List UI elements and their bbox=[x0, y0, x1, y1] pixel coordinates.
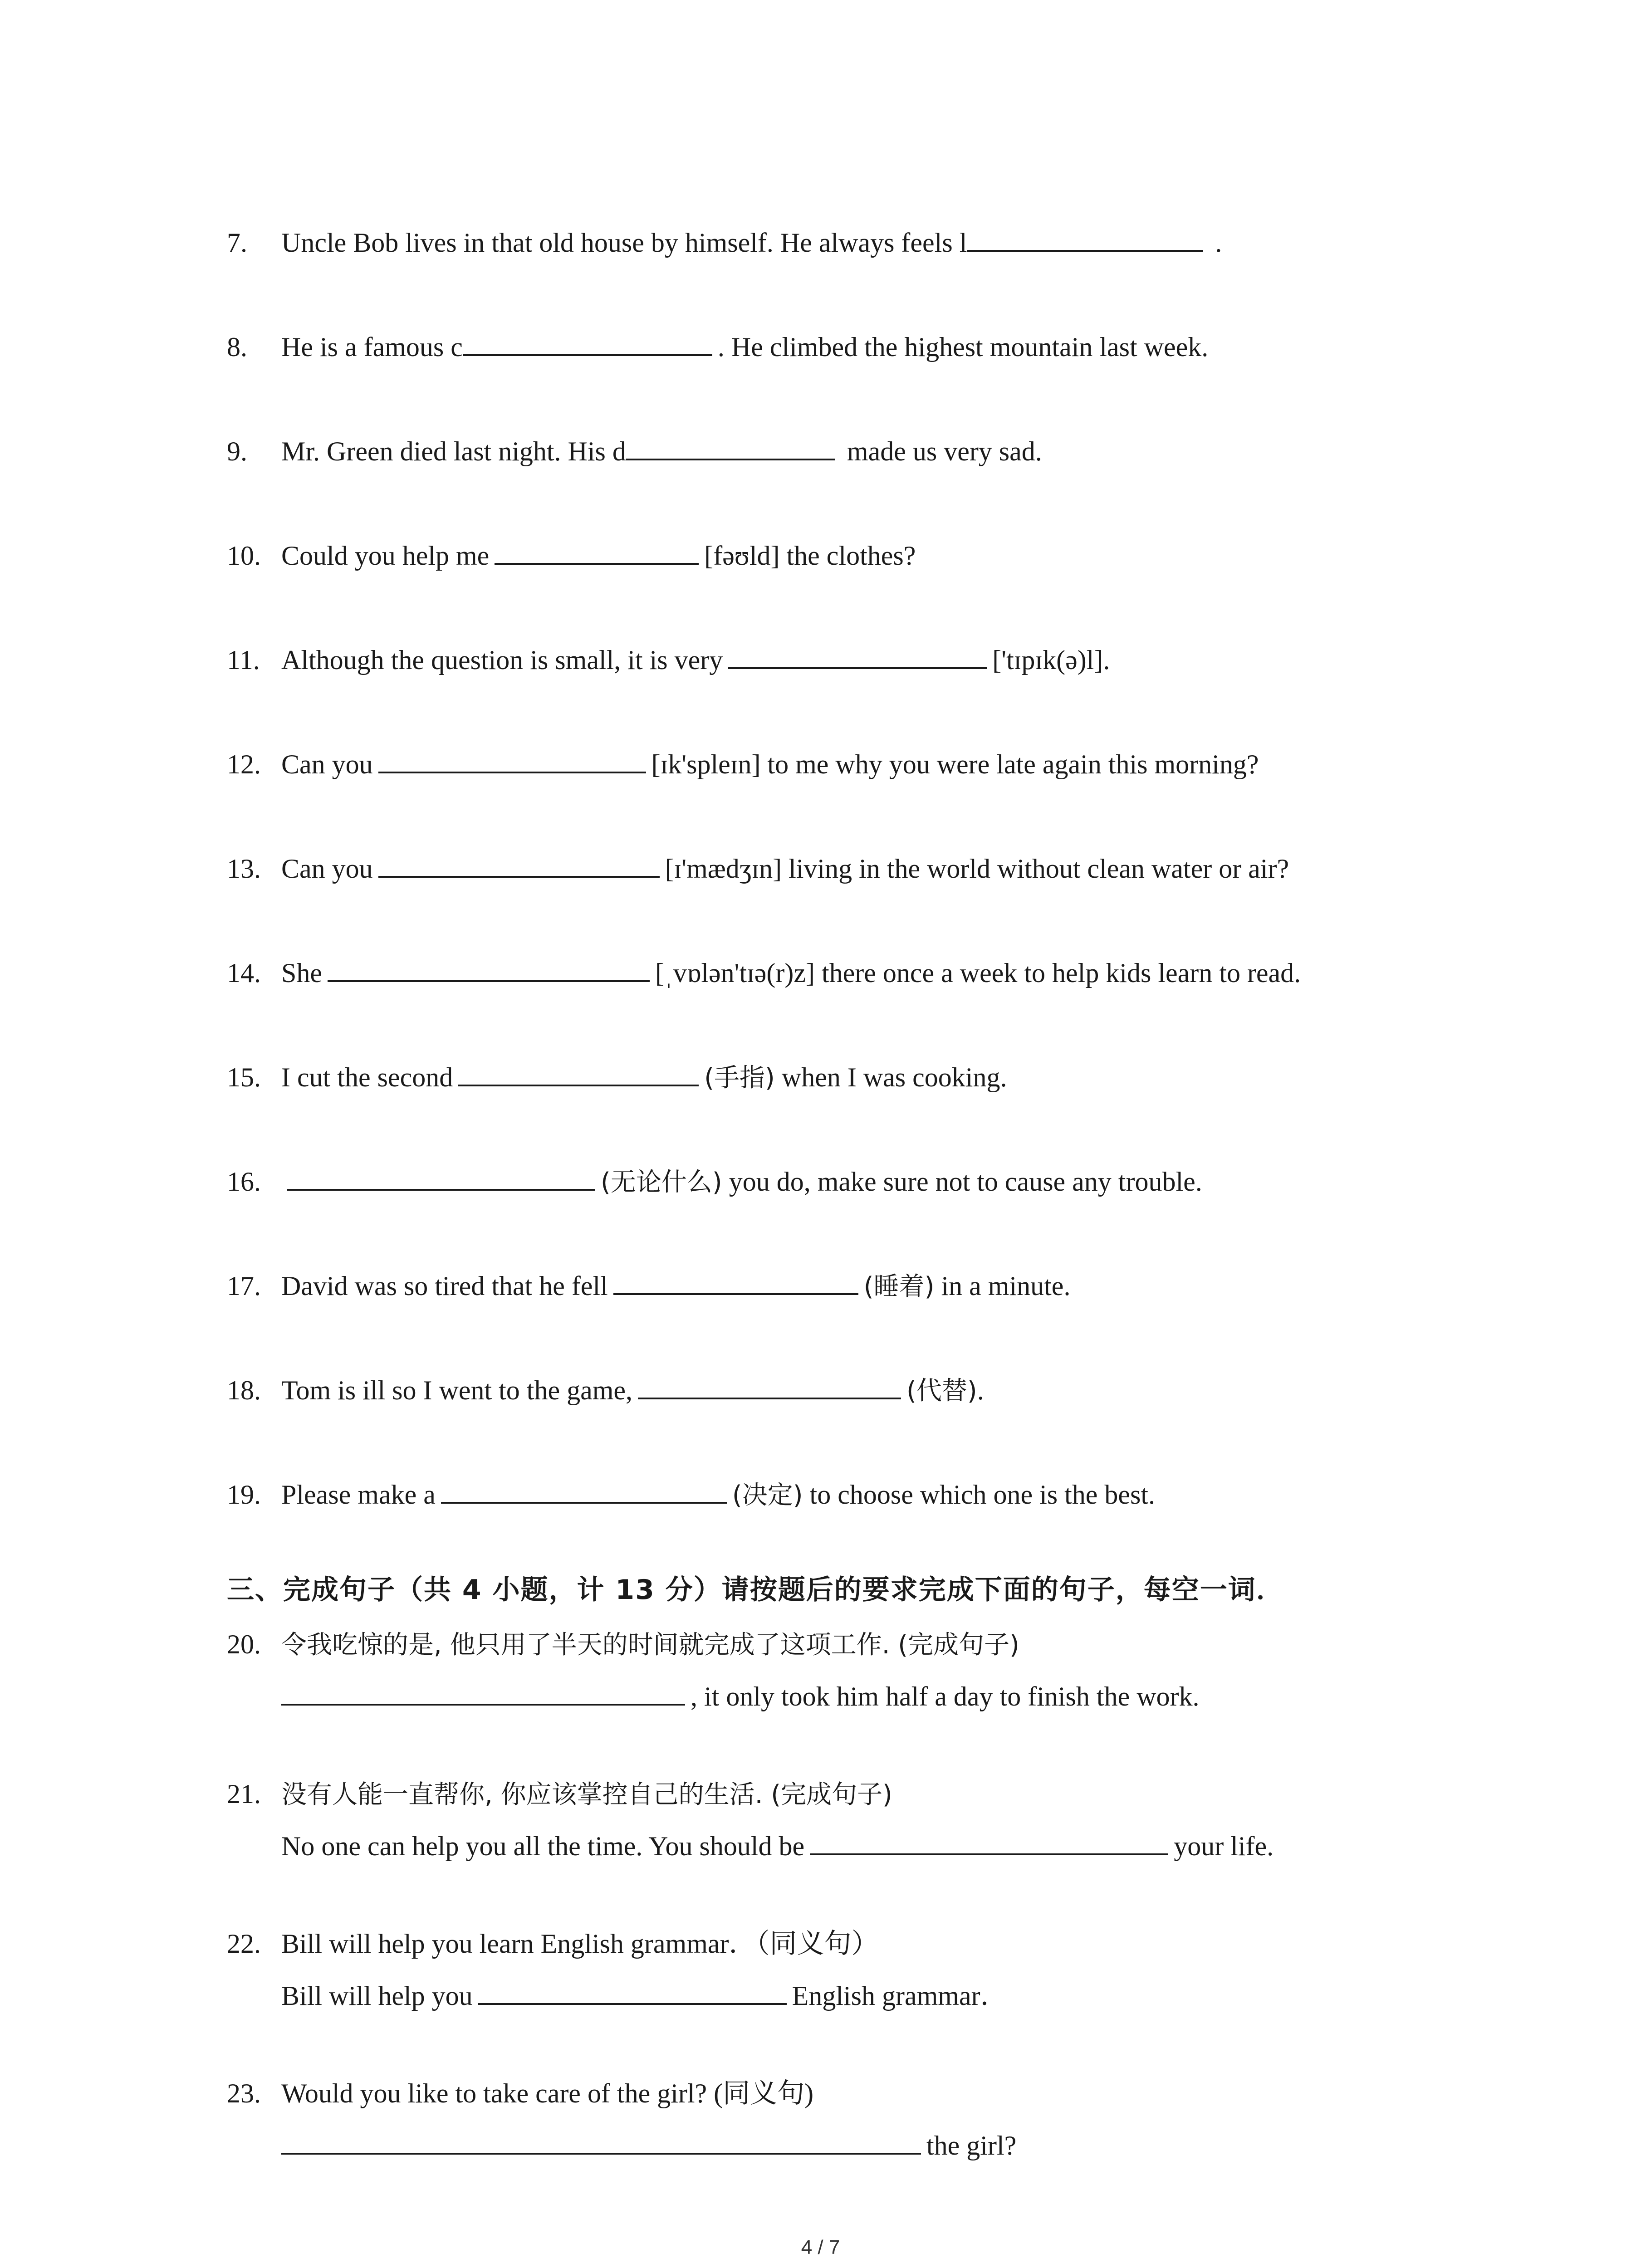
question-14 bbox=[227, 953, 1301, 993]
question-8 bbox=[227, 327, 1208, 367]
question-text: Can you bbox=[281, 854, 373, 884]
question-text: David was so tired that he fell bbox=[281, 1271, 608, 1301]
question-text-end: in a minute. bbox=[934, 1271, 1071, 1301]
answer-blank[interactable] bbox=[328, 955, 650, 982]
question-number: 15. bbox=[227, 1062, 261, 1092]
section-heading: 三、完成句子（共 4 小题，计 13 分）请按题后的要求完成下面的句子，每空一词． bbox=[227, 1574, 1284, 1606]
answer-line-text: , it only took him half a day to finish the work. bbox=[691, 1681, 1200, 1711]
question-22 bbox=[227, 1923, 878, 1964]
question-9 bbox=[227, 431, 1042, 472]
question-text: I cut the second bbox=[281, 1062, 453, 1092]
question-text-end: . bbox=[1208, 228, 1222, 258]
question-text-end: made us very sad. bbox=[840, 436, 1042, 466]
question-12 bbox=[227, 744, 1259, 785]
question-10 bbox=[227, 535, 916, 576]
question-number: 7. bbox=[227, 228, 247, 258]
chinese-hint: (睡着) bbox=[863, 1272, 935, 1301]
question-number: 17. bbox=[227, 1271, 261, 1301]
question-prompt: 令我吃惊的是, 他只用了半天的时间就完成了这项工作. (完成句子) bbox=[281, 1630, 1019, 1660]
question-text: Mr. Green died last night. His d bbox=[281, 436, 626, 466]
question-number: 14. bbox=[227, 958, 261, 988]
answer-line-text: No one can help you all the time. You should be bbox=[281, 1831, 805, 1861]
question-19 bbox=[227, 1474, 1155, 1516]
answer-blank[interactable] bbox=[441, 1476, 727, 1504]
answer-blank[interactable] bbox=[281, 2127, 921, 2155]
question-21 bbox=[227, 1774, 892, 1815]
question-text: Although the question is small, it is very bbox=[281, 645, 723, 675]
question-text-end: you do, make sure not to cause any trouble. bbox=[722, 1167, 1202, 1197]
question-text-end: . bbox=[977, 1375, 984, 1405]
question-15 bbox=[227, 1057, 1007, 1099]
question-text-end: [ɪk'spleɪn] to me why you were late again this morning? bbox=[651, 749, 1259, 779]
page-number: 4 / 7 bbox=[801, 2236, 840, 2258]
question-number: 23. bbox=[227, 2078, 261, 2108]
question-number: 16. bbox=[227, 1167, 261, 1197]
answer-blank[interactable] bbox=[458, 1059, 699, 1086]
question-11 bbox=[227, 640, 1110, 680]
question-number: 13. bbox=[227, 854, 261, 884]
question-text-end: [ˌvɒlən'tɪə(r)z] there once a week to help kids learn to read. bbox=[655, 958, 1301, 988]
question-13 bbox=[227, 848, 1289, 889]
question-text: Please make a bbox=[281, 1480, 436, 1510]
question-number: 19. bbox=[227, 1480, 261, 1510]
question-23-answer-line bbox=[281, 2125, 1016, 2166]
question-17 bbox=[227, 1266, 1070, 1307]
question-number: 20. bbox=[227, 1629, 261, 1659]
answer-blank[interactable] bbox=[463, 329, 712, 356]
question-prompt: Would you like to take care of the girl? (同义句) bbox=[281, 2078, 814, 2108]
question-number: 11. bbox=[227, 645, 260, 675]
question-number: 12. bbox=[227, 749, 261, 779]
answer-blank[interactable] bbox=[613, 1268, 858, 1295]
question-number: 18. bbox=[227, 1375, 261, 1405]
question-number: 10. bbox=[227, 541, 261, 571]
answer-blank[interactable] bbox=[967, 225, 1203, 252]
question-text-end: [fəʊld] the clothes? bbox=[704, 541, 916, 571]
chinese-hint: (无论什么) bbox=[601, 1168, 722, 1197]
question-text-end: . He climbed the highest mountain last week. bbox=[717, 332, 1209, 362]
question-text: Can you bbox=[281, 749, 373, 779]
question-16 bbox=[227, 1161, 1202, 1203]
answer-blank[interactable] bbox=[378, 746, 646, 773]
chinese-hint: (手指) bbox=[704, 1063, 775, 1093]
answer-blank[interactable] bbox=[810, 1828, 1168, 1855]
question-text: She bbox=[281, 958, 322, 988]
question-18 bbox=[227, 1370, 984, 1412]
chinese-hint: (决定) bbox=[732, 1481, 803, 1510]
question-text-end: when I was cooking. bbox=[774, 1062, 1007, 1092]
answer-blank[interactable] bbox=[626, 433, 835, 460]
question-text-end: to choose which one is the best. bbox=[803, 1480, 1156, 1510]
question-20-answer-line bbox=[281, 1676, 1200, 1717]
question-text: Could you help me bbox=[281, 541, 490, 571]
question-number: 8. bbox=[227, 332, 247, 362]
question-number: 9. bbox=[227, 436, 247, 466]
answer-blank[interactable] bbox=[495, 538, 699, 565]
question-20 bbox=[227, 1624, 1019, 1666]
answer-blank[interactable] bbox=[728, 642, 987, 669]
question-number: 22. bbox=[227, 1929, 261, 1959]
question-number: 21. bbox=[227, 1779, 261, 1809]
answer-blank[interactable] bbox=[378, 850, 660, 878]
question-text-end: ['tɪpɪk(ə)l]. bbox=[992, 645, 1110, 675]
answer-line-text-end: your life. bbox=[1174, 1831, 1274, 1861]
question-text: He is a famous c bbox=[281, 332, 463, 362]
question-23 bbox=[227, 2073, 813, 2114]
answer-blank[interactable] bbox=[478, 1978, 787, 2005]
question-text: Tom is ill so I went to the game, bbox=[281, 1375, 633, 1405]
answer-blank[interactable] bbox=[638, 1372, 901, 1399]
question-22-answer-line bbox=[281, 1975, 1008, 2016]
question-prompt: Bill will help you learn English grammar．（同义句） bbox=[281, 1929, 879, 1959]
question-prompt: 没有人能一直帮你, 你应该掌控自己的生活. (完成句子) bbox=[281, 1780, 892, 1809]
answer-blank[interactable] bbox=[281, 1678, 685, 1706]
answer-line-text-end: English grammar． bbox=[792, 1981, 1008, 2011]
answer-line-text: Bill will help you bbox=[281, 1981, 473, 2011]
question-21-answer-line bbox=[281, 1826, 1274, 1867]
question-text: Uncle Bob lives in that old house by himself. He always feels l bbox=[281, 228, 967, 258]
answer-line-text: the girl? bbox=[926, 2131, 1017, 2160]
answer-blank[interactable] bbox=[287, 1163, 595, 1191]
question-text-end: [ɪ'mædʒɪn] living in the world without clean water or air? bbox=[665, 854, 1289, 884]
question-7 bbox=[227, 222, 1222, 263]
chinese-hint: (代替) bbox=[906, 1376, 977, 1406]
